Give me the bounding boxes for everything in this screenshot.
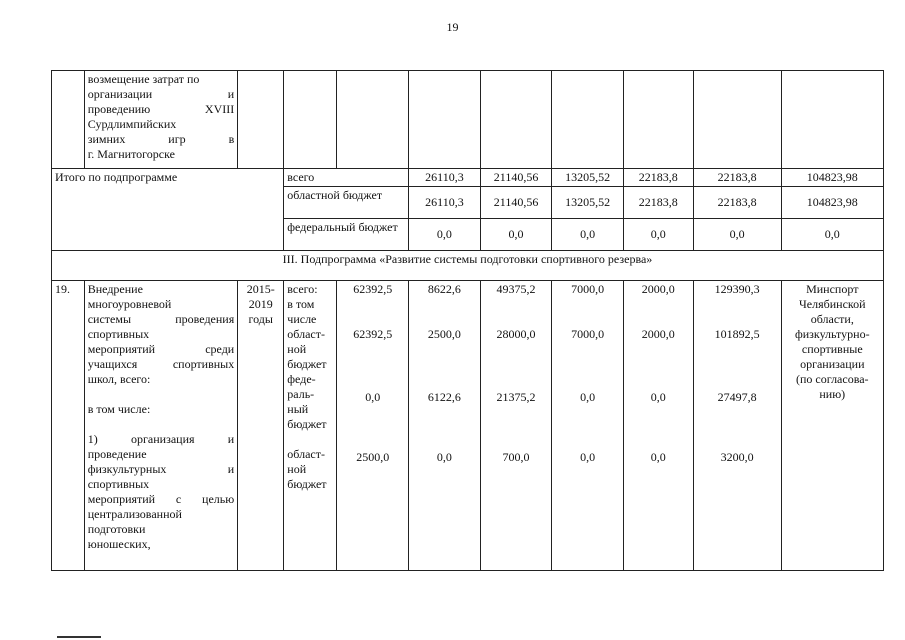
empty-cell [623,71,693,169]
source-line: област- [287,327,325,341]
responsible-line: (по согласова- [796,372,869,386]
year-values [337,281,409,571]
value-cell: 27497,8 [717,390,757,404]
value-cell: 26110,3 [409,169,481,187]
description-line: мероприятий с целью [87,492,235,506]
value-cell: 13205,52 [552,169,624,187]
footer-mark [57,636,101,638]
value-cell: 7000,0 [571,282,605,296]
description-line: возмещение затрат по [87,72,200,86]
value-cell: 28000,0 [496,327,536,341]
empty-cell [284,71,337,169]
value-cell: 2000,0 [641,282,675,296]
value-cell: 21140,56 [480,169,552,187]
value-cell: 22183,8 [693,169,781,187]
value-cell: 2000,0 [641,327,675,341]
subtotal-label: Итого по подпрограмме [52,169,284,251]
page-number: 19 [446,20,459,34]
value-cell: 0,0 [693,219,781,251]
source-line: ной [287,462,307,476]
responsible-line: Минспорт [806,282,859,296]
source-line: всего: [287,282,318,296]
source-line: в том [287,297,315,311]
description-line [88,387,235,402]
empty-cell [552,71,624,169]
year-values [480,281,552,571]
item19-description [84,281,238,571]
value-cell: 104823,98 [781,169,883,187]
description-line: подготовки [87,522,146,536]
source-cell: федеральный бюджет [284,219,409,251]
source-line: раль- [287,387,315,401]
value-cell: 8622,6 [427,282,461,296]
description-line: спортивных [87,477,150,491]
table-row [52,169,884,187]
description-line: Внедрение [87,282,143,296]
source-cell: всего [284,169,409,187]
responsible-line: физкультурно- [794,327,870,341]
description-line: в том числе: [87,402,151,416]
source-line: бюджет [287,417,327,431]
year-values [623,281,693,571]
value-cell: 21140,56 [480,187,552,219]
value-cell: 0,0 [552,219,624,251]
table-row [52,281,884,571]
value-cell: 7000,0 [571,327,605,341]
table-row [52,251,884,281]
value-cell: 62392,5 [353,282,393,296]
description-line: спортивных [87,327,150,341]
table-row [52,71,884,169]
value-cell: 3200,0 [720,450,754,464]
source-line: бюджет [287,357,327,371]
value-cell: 700,0 [502,450,530,464]
description-line: проведение [87,447,147,461]
responsible-line: области, [810,312,854,326]
source-line: числе [287,312,317,326]
responsible-line: Челябинской [799,297,866,311]
responsible-line: организации [800,357,865,371]
source-line: ной [287,342,307,356]
budget-table [51,70,884,571]
top-row-description [84,71,238,169]
row-number-cell [52,71,85,169]
source-cell [284,281,337,571]
row-number-cell: 19. [52,281,85,571]
description-line [88,417,235,432]
source-line: ный [287,402,309,416]
value-cell: 129390,3 [714,282,760,296]
description-line: централизованной [87,507,182,521]
value-cell: 13205,52 [552,187,624,219]
value-cell: 6122,6 [427,390,461,404]
description-line: юношеских, [87,537,151,551]
description-line: мероприятий среди [87,342,235,356]
empty-cell [409,71,481,169]
description-line: зимних игр в [87,132,235,146]
section-title: III. Подпрограмма «Развитие системы подготовки спортивного резерва» [52,251,884,281]
value-cell: 2500,0 [427,327,461,341]
value-cell: 2500,0 [356,450,390,464]
description-line: учащихся спортивных [87,357,235,371]
description-line: Сурдлимпийских [87,117,177,131]
value-cell: 101892,5 [714,327,760,341]
value-cell: 0,0 [580,390,596,404]
value-cell: 0,0 [623,219,693,251]
period-cell: 2015-2019 годы [238,281,284,571]
value-cell: 0,0 [365,390,381,404]
value-cell: 62392,5 [353,327,393,341]
empty-cell [238,71,284,169]
description-line: 1) организация и [87,432,235,446]
responsible-line: спортивные [801,342,863,356]
source-line [287,432,333,447]
value-cell: 0,0 [480,219,552,251]
empty-cell [337,71,409,169]
description-line: физкультурных и [87,462,235,476]
description-line: системы проведения [87,312,235,326]
empty-cell [693,71,781,169]
value-cell: 22183,8 [623,187,693,219]
source-line: феде- [287,372,316,386]
value-cell: 0,0 [409,219,481,251]
value-cell: 0,0 [650,450,666,464]
description-line: проведению XVIII [87,102,235,116]
description-line: организации и [87,87,235,101]
value-cell: 0,0 [436,450,452,464]
year-values [409,281,481,571]
source-line: бюджет [287,477,327,491]
value-cell: 49375,2 [496,282,536,296]
description-line: г. Магнитогорске [87,147,175,161]
source-line: област- [287,447,325,461]
responsible-line: нию) [819,387,846,401]
value-cell: 104823,98 [781,187,883,219]
value-cell: 26110,3 [409,187,481,219]
year-values [552,281,624,571]
value-cell: 0,0 [580,450,596,464]
source-cell: областной бюджет [284,187,409,219]
empty-cell [781,71,883,169]
value-cell: 0,0 [781,219,883,251]
description-line: многоуровневой [87,297,172,311]
empty-cell [480,71,552,169]
total-values [693,281,781,571]
value-cell: 0,0 [650,390,666,404]
value-cell: 22183,8 [623,169,693,187]
value-cell: 22183,8 [693,187,781,219]
value-cell: 21375,2 [496,390,536,404]
responsible-cell [781,281,883,571]
description-line: школ, всего: [87,372,151,386]
